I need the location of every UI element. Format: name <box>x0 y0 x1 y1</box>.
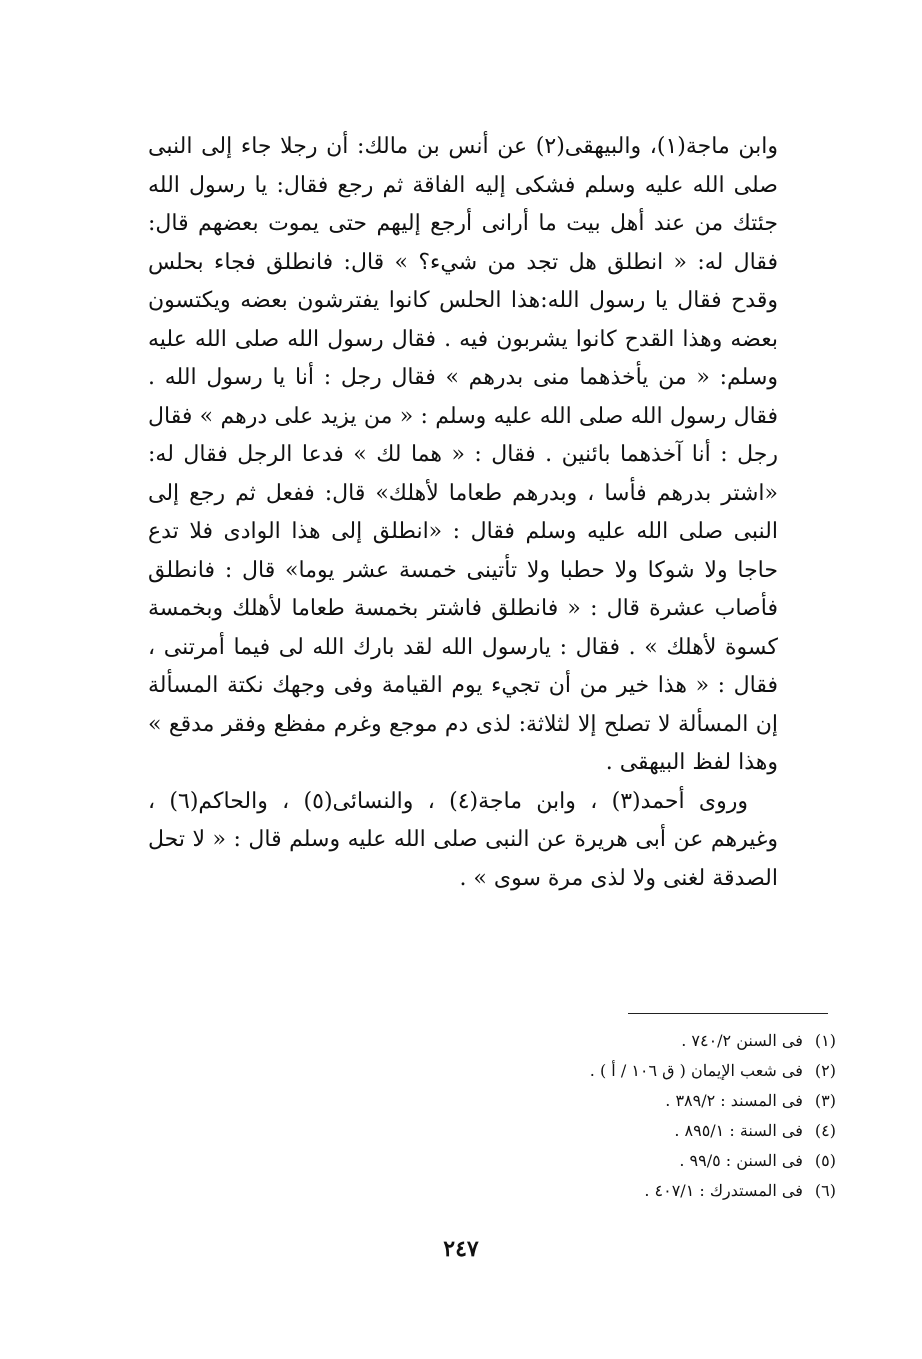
footnote-5: (٥) فى السنن : ٩٩/٥ . <box>679 1151 836 1170</box>
main-text <box>148 128 778 898</box>
paragraph-1: وابن ماجة(١)، والبيهقى(٢) عن أنس بن مالك: أن رجلا جاء إلى النبى صلى الله عليه وسلم فشكى إليه الفاقة ثم رجع فقال: يا رسول الله جئتك من عند أهل بيت ما أرانى أرجع إليهم حتى يموت بعضهم قال: فقال له: « انطلق هل تجد من شيء؟ » قال: فانطلق فجاء بحلس وقدح فقال يا رسول الله:هذا الحلس كانوا يفترشون بعضه ويكتسون بعضه وهذا القدح كانوا يشربون فيه . فقال رسول الله صلى الله عليه وسلم: « من يأخذهما منى بدرهم » فقال رجل : أنا يا رسول الله . فقال رسول الله صلى الله عليه وسلم : « من يزيد على درهم » فقال رجل : أنا آخذهما بائنين . فقال : « هما لك » فدعا الرجل فقال له: «اشتر بدرهم فأسا ، وبدرهم طعاما لأهلك» قال: ففعل ثم رجع إلى النبى صلى الله عليه وسلم فقال : «انطلق إلى هذا الوادى فلا تدع حاجا ولا شوكا ولا حطبا ولا تأتينى خمسة عشر يوما» قال : فانطلق فأصاب عشرة قال : « فانطلق فاشتر بخمسة طعاما لأهلك وبخمسة كسوة لأهلك » . فقال : يارسول الله لقد بارك الله لى فيما أمرتنى ، فقال : « هذا خير من أن تجيء يوم القيامة وفى وجهك نكتة المسألة إن المسألة لا تصلح إلا لثلاثة: لذى دم موجع وغرم مفظع وفقر مدقع » وهذا لفظ البيهقى . <box>148 134 778 775</box>
footnote-2: (٢) فى شعب الإيمان ( ق ١٠٦ / أ ) . <box>589 1061 836 1080</box>
footnote-6: (٦) فى المستدرك : ٤٠٧/١ . <box>644 1181 836 1200</box>
footnote-3: (٣) فى المسند : ٣٨٩/٢ . <box>665 1091 836 1110</box>
paragraph-2: وروى أحمد(٣) ، وابن ماجة(٤) ، والنسائى(٥) ، والحاكم(٦) ، وغيرهم عن أبى هريرة عن النبى صلى الله عليه وسلم قال : « لا تحل الصدقة لغنى ولا لذى مرة سوى » . <box>148 788 778 891</box>
footnote-4: (٤) فى السنة : ٨٩٥/١ . <box>674 1121 836 1140</box>
page-number: ٢٤٧ <box>443 1236 479 1262</box>
footnote-1: (١) فى السنن ٧٤٠/٢ . <box>681 1031 836 1050</box>
footnotes <box>500 1026 836 1206</box>
footnote-divider <box>628 1013 828 1014</box>
